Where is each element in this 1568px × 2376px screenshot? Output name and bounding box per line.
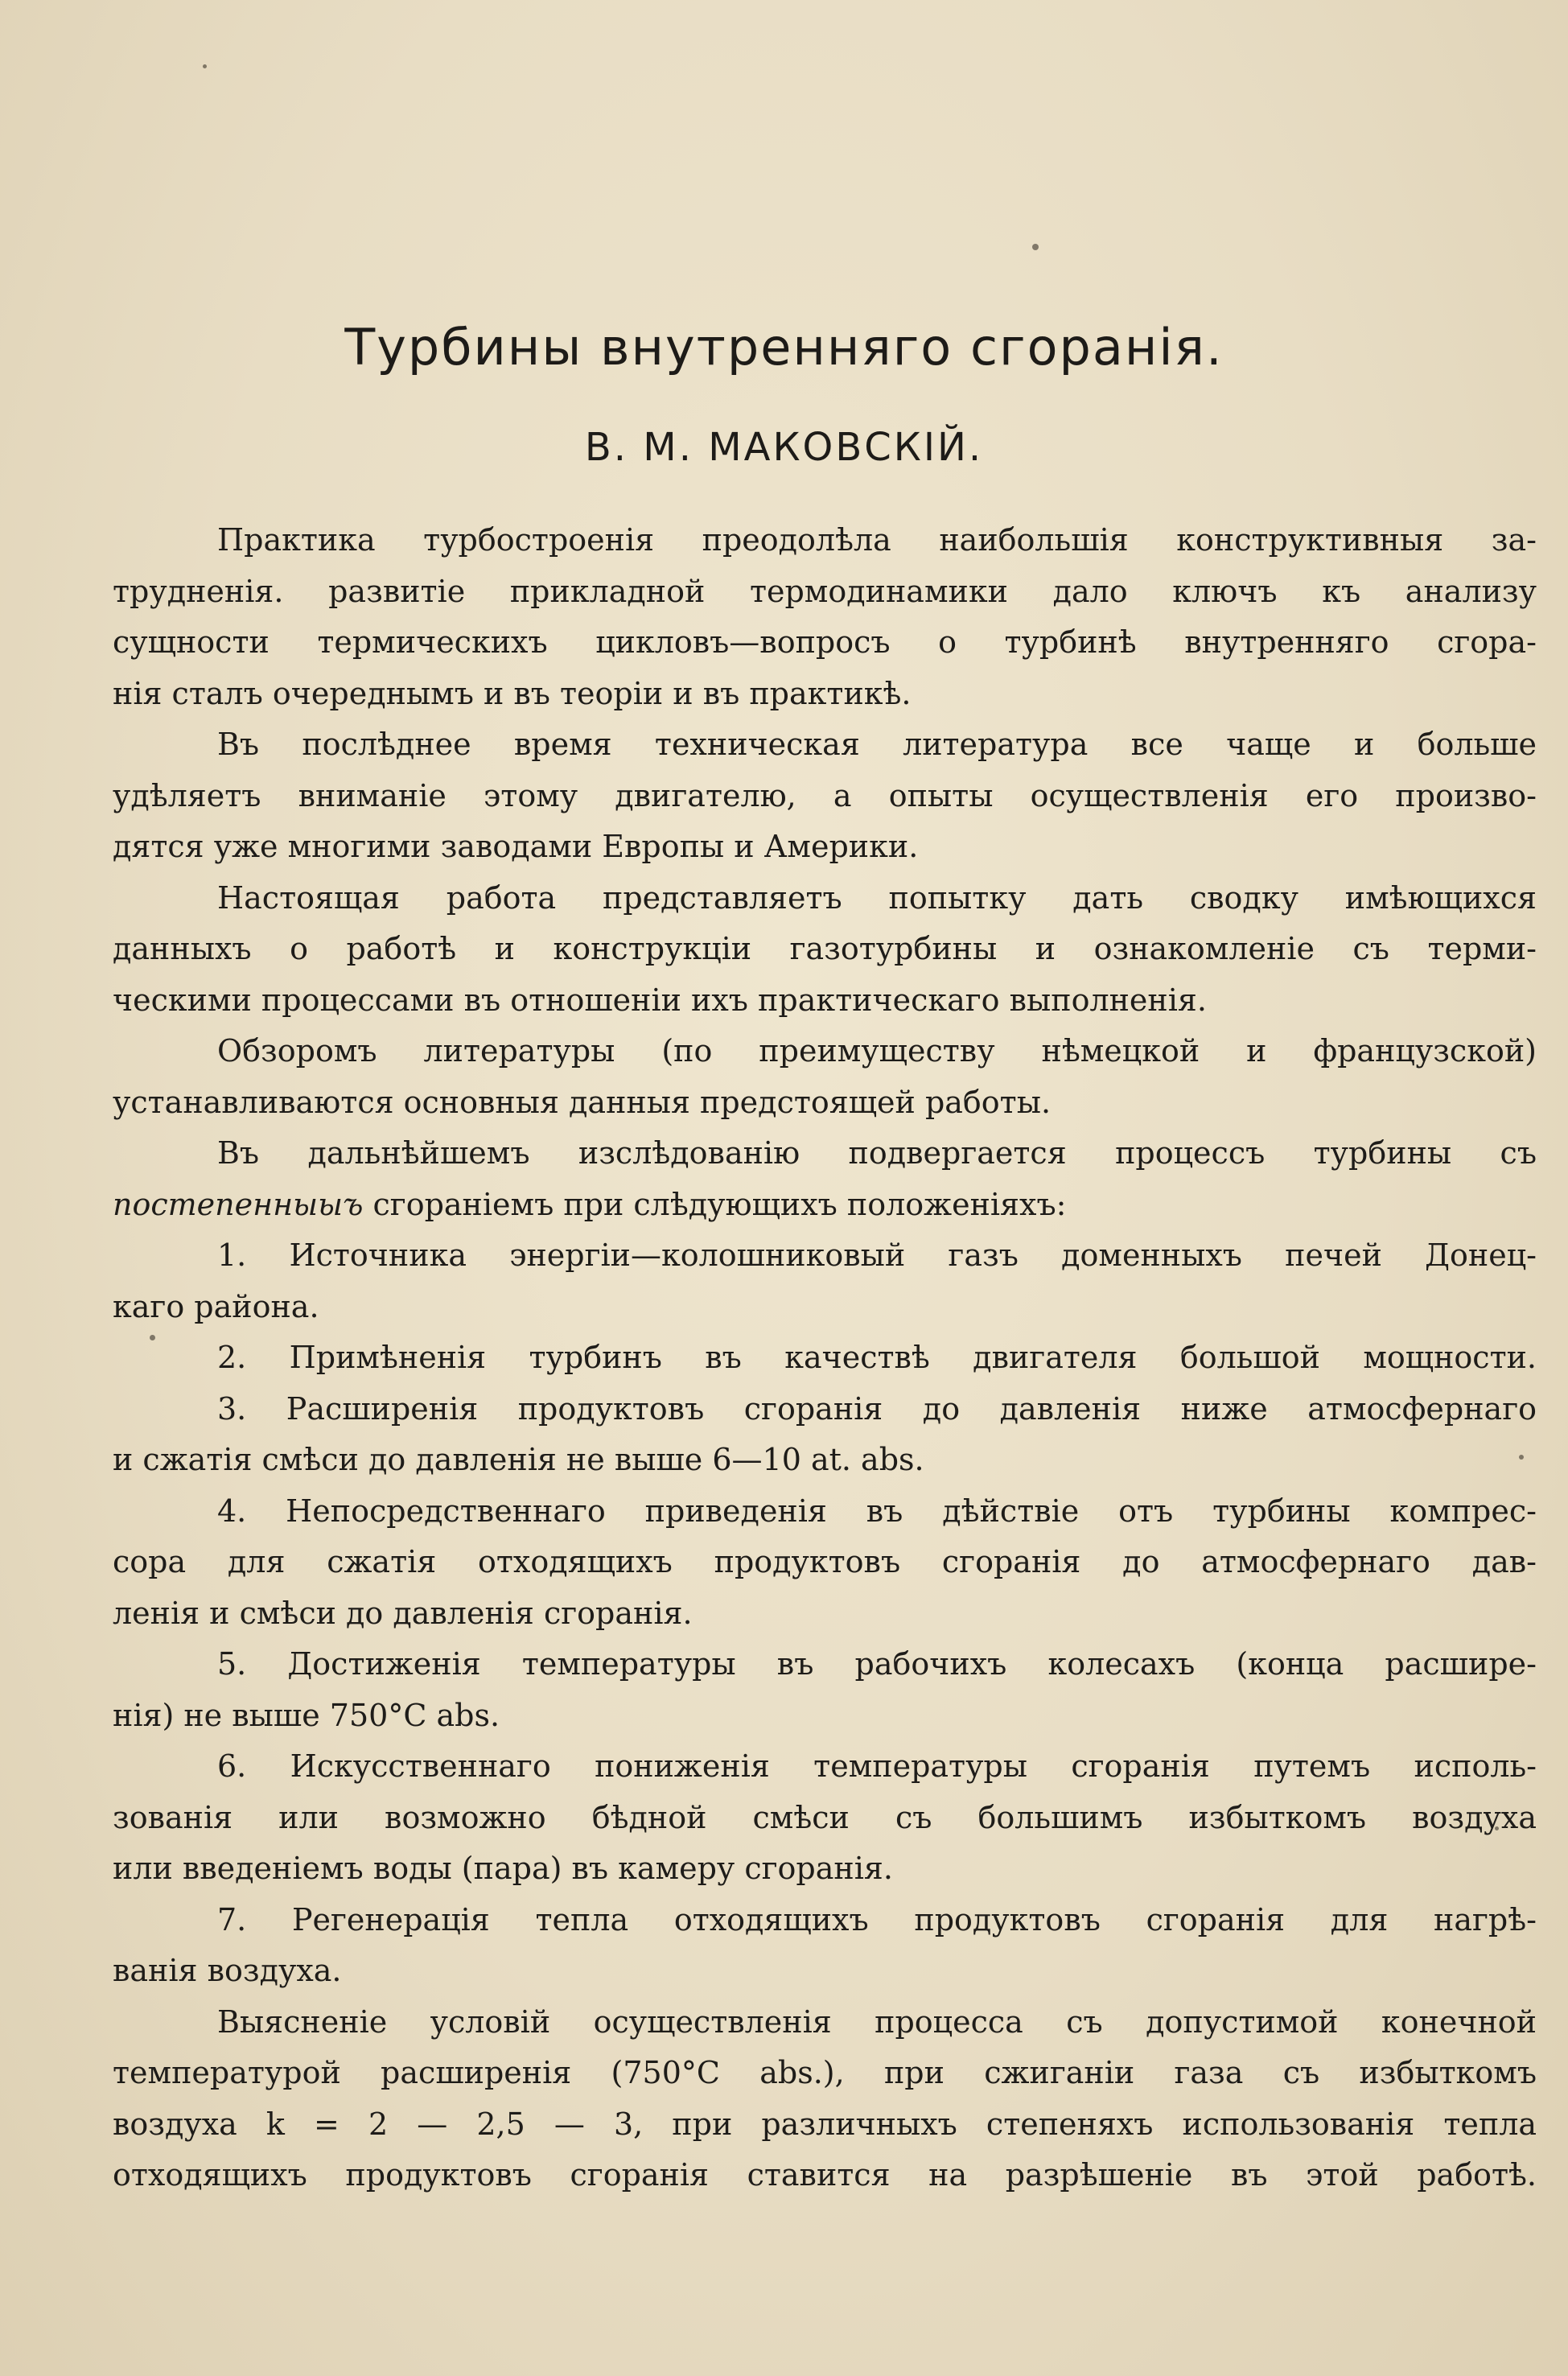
paragraph-line: нія сталъ очереднымъ и въ теоріи и въ практикѣ. (113, 675, 912, 711)
list-item-line: каго района. (113, 1288, 319, 1324)
paragraph-line: воздуха k = 2 — 2,5 — 3, при различныхъ степеняхъ использованія тепла (113, 2106, 1537, 2142)
paragraph-line: удѣляетъ вниманіе этому двигателю, а опыты осуществленія его произво- (113, 777, 1537, 813)
print-speck (203, 64, 207, 68)
list-item-line: 7. Регенерація тепла отходящихъ продуктовъ сгоранія для нагрѣ- (217, 1901, 1537, 1937)
paragraph-line: Практика турбостроенія преодолѣла наибольшія конструктивныя за- (217, 522, 1537, 558)
list-item-line: или введеніемъ воды (пара) въ камеру сгоранія. (113, 1851, 893, 1886)
paragraph-line: отходящихъ продуктовъ сгоранія ставится на разрѣшеніе въ этой работѣ. (113, 2157, 1537, 2193)
list-item-line: и сжатія смѣси до давленія не выше 6—10 at. abs. (113, 1442, 924, 1477)
print-speck (1032, 244, 1039, 250)
list-item-line: 1. Источника энергіи—колошниковый газъ доменныхъ печей Донец- (217, 1237, 1537, 1273)
paragraph-line: Обзоромъ литературы (по преимуществу нѣмецкой и французской) (217, 1033, 1537, 1069)
paragraph-line: трудненія. развитіе прикладной термодинамики дало ключъ къ анализу (113, 573, 1537, 609)
list-item-line: ванія воздуха. (113, 1953, 342, 1988)
article-body (113, 515, 1537, 2201)
list-item-line: ленія и смѣси до давленія сгоранія. (113, 1595, 693, 1631)
italic-emphasis: постепенныыъ (113, 1186, 364, 1222)
paragraph-line: Въ послѣднее время техническая литература все чаще и больше (217, 727, 1537, 762)
article-author: В. М. МАКОВСКІЙ. (584, 425, 984, 470)
list-item-line: 5. Достиженія температуры въ рабочихъ колесахъ (конца расшире- (217, 1646, 1537, 1682)
list-item-line: нія) не выше 750°C abs. (113, 1697, 500, 1733)
paragraph-line: Настоящая работа представляетъ попытку дать сводку имѣющихся (217, 879, 1537, 916)
list-item-line: сора для сжатія отходящихъ продуктовъ сгоранія до атмосфернаго дав- (113, 1544, 1537, 1579)
list-item-line: 4. Непосредственнаго приведенія въ дѣйствіе отъ турбины компрес- (217, 1493, 1537, 1529)
paragraph-line-text: сгораніемъ при слѣдующихъ положеніяхъ: (372, 1186, 1067, 1222)
list-item-line: зованія или возможно бѣдной смѣси съ большимъ избыткомъ воздуха (113, 1799, 1537, 1835)
paragraph-line: ческими процессами въ отношеніи ихъ практическаго выполненія. (113, 982, 1207, 1018)
paragraph-line: дятся уже многими заводами Европы и Америки. (113, 829, 919, 864)
list-item-line: 3. Расширенія продуктовъ сгоранія до давленія ниже атмосфернаго (217, 1390, 1537, 1427)
paragraph-line: Выясненіе условій осуществленія процесса съ допустимой конечной (217, 2003, 1537, 2040)
paragraph-line: температурой расширенія (750°C abs.), при сжиганіи газа съ избыткомъ (113, 2055, 1537, 2090)
paragraph-line: сущности термическихъ цикловъ—вопросъ о турбинѣ внутренняго сгора- (113, 624, 1537, 660)
list-item-line: 6. Искусственнаго пониженія температуры сгоранія путемъ исполь- (217, 1748, 1537, 1784)
article-title: Турбины внутренняго сгоранія. (344, 318, 1224, 377)
list-item-line: 2. Примѣненія турбинъ въ качествѣ двигателя большой мощности. (217, 1340, 1537, 1375)
paragraph-line (113, 1180, 1537, 1231)
paragraph-line: Въ дальнѣйшемъ изслѣдованію подвергается процессъ турбины съ (217, 1135, 1537, 1171)
paragraph-line: данныхъ о работѣ и конструкціи газотурбины и ознакомленіе съ терми- (113, 931, 1537, 966)
paragraph-line: устанавливаются основныя данныя предстоящей работы. (113, 1084, 1052, 1120)
